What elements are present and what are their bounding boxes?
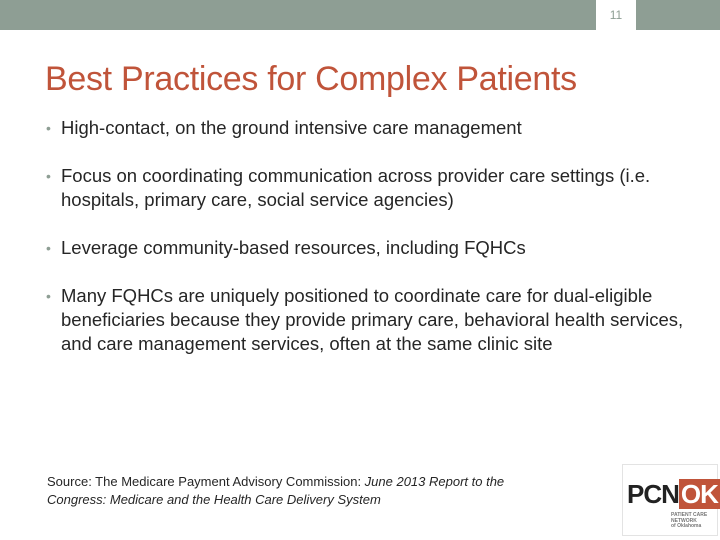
bullet-item: • Focus on coordinating communication across provider care settings (i.e. hospitals, primary care, social service agencies) [46,164,686,212]
logo-wordmark [627,479,720,509]
logo-subtitle [671,513,715,530]
pcnok-logo [622,464,718,536]
bullet-item: • Leverage community-based resources, including FQHCs [46,236,686,260]
logo-line: NETWORK [671,517,697,524]
source-citation [47,473,567,509]
logo-pcn-text: PCN [627,479,679,509]
bullet-item: • Many FQHCs are uniquely positioned to coordinate care for dual-eligible beneficiaries because they provide primary care, behavioral health services, and care management services, often at the same clinic site [46,284,686,356]
bullet-item: • High-contact, on the ground intensive care management [46,116,686,140]
logo-line: of Oklahoma [671,523,702,529]
logo-line: PATIENT CARE [671,512,708,518]
slide-number: 11 [596,0,636,30]
bullet-list [46,116,686,380]
source-title: June 2013 Report to the Congress: Medicare and the Health Care Delivery System [47,474,505,507]
slide-title: Best Practices for Complex Patients [45,60,577,98]
source-prefix: Source: The Medicare Payment Advisory Commission: [47,474,365,489]
logo-ok-text: OK [680,479,718,509]
